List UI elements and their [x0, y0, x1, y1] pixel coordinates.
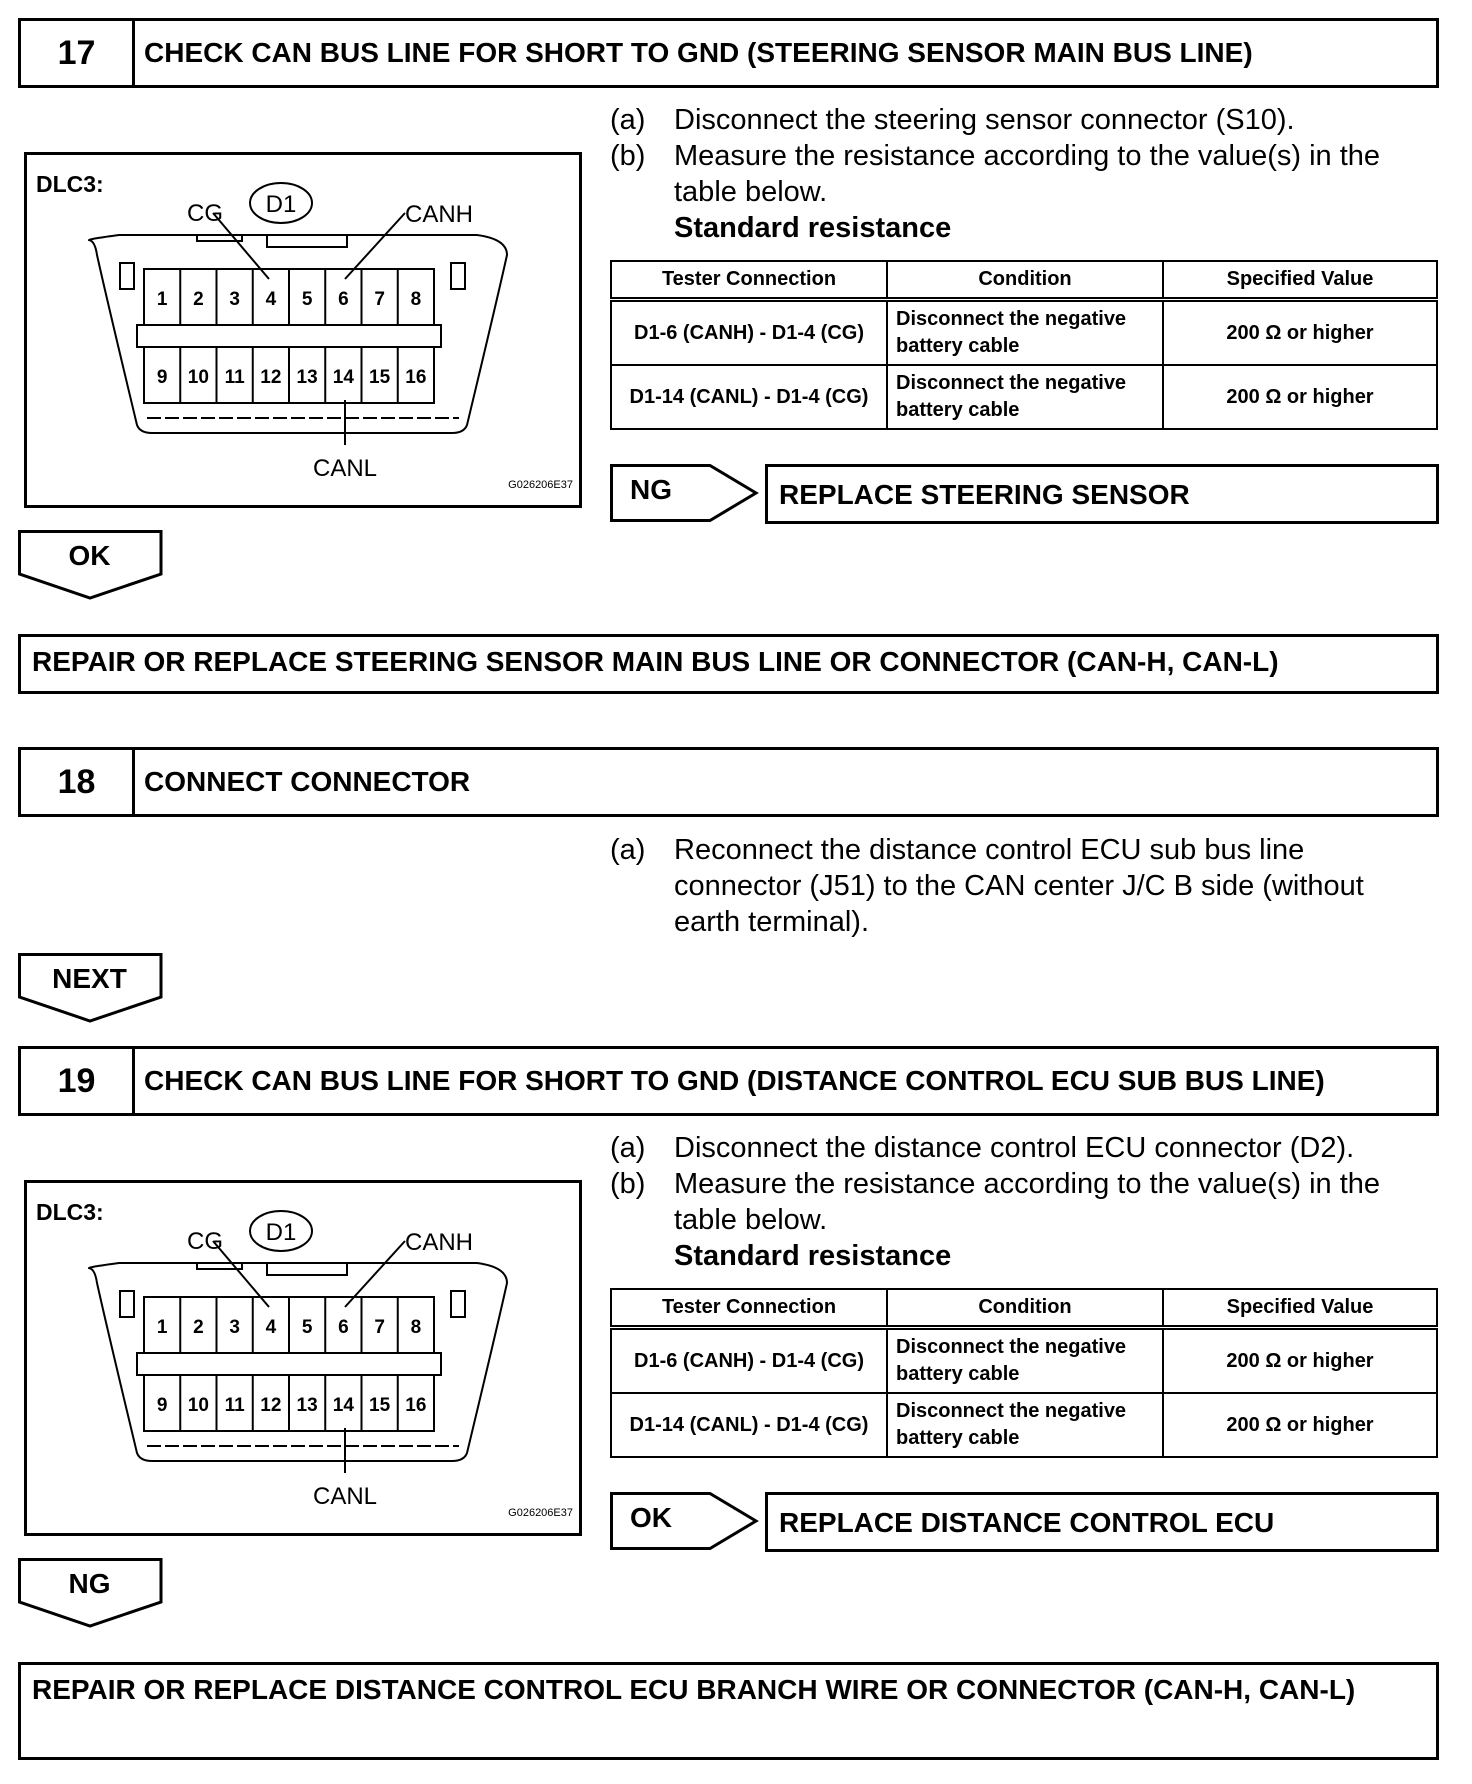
pin-number: 9 — [156, 1395, 168, 1416]
instruction-label: (b) — [610, 140, 646, 172]
pin-number: 11 — [224, 367, 245, 388]
pin-number: 1 — [156, 289, 168, 310]
step-19-header — [18, 1046, 1439, 1116]
pin-number: 6 — [338, 289, 349, 310]
next-label: NEXT — [52, 963, 127, 994]
figure-code: G026206E37 — [508, 1507, 573, 1519]
standard-resistance-label: Standard resistance — [674, 212, 952, 244]
step-19-spec-table — [610, 1288, 1438, 1458]
pin-number: 5 — [301, 1317, 313, 1338]
condition-cell: Disconnect the negative battery cable — [887, 1393, 1163, 1457]
column-header: Tester Connection — [611, 1289, 887, 1328]
tester-connection-cell: D1-6 (CANH) - D1-4 (CG) — [611, 1328, 887, 1394]
step-18-instructions — [610, 832, 1430, 940]
dlc3-connector-diagram — [27, 1183, 579, 1533]
figure-code: G026206E37 — [508, 479, 573, 491]
pin-number: 7 — [374, 1317, 385, 1338]
branch-label: NG — [630, 474, 672, 505]
table-row — [611, 1393, 1437, 1457]
connector-d1-label: D1 — [265, 191, 297, 218]
condition-cell: Disconnect the negative battery cable — [887, 300, 1163, 366]
pin-number: 13 — [296, 1395, 318, 1416]
pin-number: 11 — [224, 1395, 245, 1416]
pin-number: 15 — [369, 367, 391, 388]
step-title: CHECK CAN BUS LINE FOR SHORT TO GND (STEERING SENSOR MAIN BUS LINE) — [144, 37, 1253, 68]
table-row — [611, 365, 1437, 429]
pin-number: 3 — [229, 1317, 240, 1338]
step-19-final-action: REPAIR OR REPLACE DISTANCE CONTROL ECU BRANCH WIRE OR CONNECTOR (CAN-H, CAN-L) — [18, 1662, 1439, 1760]
ok-branch-arrow — [610, 1492, 760, 1550]
pin-number: 4 — [265, 289, 277, 310]
instruction-text: Measure the resistance according to the value(s) in the table below. — [674, 140, 1381, 208]
dlc3-figure — [24, 152, 582, 508]
column-header: Condition — [887, 1289, 1163, 1328]
pin-number: 10 — [187, 1395, 209, 1416]
step-title: CONNECT CONNECTOR — [144, 766, 471, 797]
tester-connection-cell: D1-14 (CANL) - D1-4 (CG) — [611, 365, 887, 429]
canl-label: CANL — [312, 455, 378, 482]
pin-number: 1 — [156, 1317, 168, 1338]
instruction-label: (a) — [610, 104, 646, 136]
instruction-b — [610, 1166, 1430, 1238]
replace-steering-sensor-box: REPLACE STEERING SENSOR — [765, 464, 1439, 524]
step-17-instructions — [610, 102, 1430, 246]
standard-resistance-label: Standard resistance — [674, 1240, 952, 1272]
pin-number: 6 — [338, 1317, 349, 1338]
dlc3-label: DLC3: — [36, 1199, 104, 1225]
step-title: CHECK CAN BUS LINE FOR SHORT TO GND (DISTANCE CONTROL ECU SUB BUS LINE) — [144, 1065, 1325, 1096]
pin-number: 7 — [374, 289, 385, 310]
instruction-a — [610, 102, 1430, 138]
instruction-text: Measure the resistance according to the value(s) in the table below. — [674, 1168, 1381, 1236]
column-header: Specified Value — [1163, 261, 1437, 300]
step-17-header — [18, 18, 1439, 88]
pin-number: 9 — [156, 367, 168, 388]
specified-value-cell: 200 Ω or higher — [1163, 1328, 1437, 1394]
condition-cell: Disconnect the negative battery cable — [887, 1328, 1163, 1394]
instruction-label: (a) — [610, 834, 646, 866]
column-header: Specified Value — [1163, 1289, 1437, 1328]
step-17-final-action: REPAIR OR REPLACE STEERING SENSOR MAIN BUS LINE OR CONNECTOR (CAN-H, CAN-L) — [18, 634, 1439, 694]
cg-label: CG — [187, 200, 223, 227]
instruction-a — [610, 1130, 1430, 1166]
pin-number: 13 — [296, 367, 318, 388]
step-18-header — [18, 747, 1439, 817]
ng-next-arrow — [18, 1558, 163, 1628]
pin-number: 12 — [260, 1395, 282, 1416]
table-row — [611, 300, 1437, 366]
pin-number: 15 — [369, 1395, 391, 1416]
ng-branch-arrow — [610, 464, 760, 522]
pin-number: 2 — [193, 289, 204, 310]
pin-number: 16 — [405, 367, 427, 388]
table-row — [611, 1328, 1437, 1394]
tester-connection-cell: D1-6 (CANH) - D1-4 (CG) — [611, 300, 887, 366]
specified-value-cell: 200 Ω or higher — [1163, 365, 1437, 429]
dlc3-figure — [24, 1180, 582, 1536]
pin-number: 10 — [187, 367, 209, 388]
branch-label: OK — [630, 1502, 672, 1533]
pin-number: 8 — [410, 1317, 422, 1338]
pin-number: 4 — [265, 1317, 277, 1338]
specified-value-cell: 200 Ω or higher — [1163, 300, 1437, 366]
specified-value-cell: 200 Ω or higher — [1163, 1393, 1437, 1457]
instruction-text: Disconnect the distance control ECU connector (D2). — [674, 1132, 1355, 1164]
step-17-spec-table — [610, 260, 1438, 430]
pin-number: 12 — [260, 367, 282, 388]
pin-number: 3 — [229, 289, 240, 310]
pin-number: 5 — [301, 289, 313, 310]
step-number: 17 — [21, 21, 135, 85]
tester-connection-cell: D1-14 (CANL) - D1-4 (CG) — [611, 1393, 887, 1457]
instruction-a — [610, 832, 1430, 940]
instruction-text: Disconnect the steering sensor connector (S10). — [674, 104, 1295, 136]
table-header-row — [611, 261, 1437, 300]
ok-next-arrow — [18, 530, 163, 600]
next-label: NG — [68, 1568, 111, 1599]
instruction-text: Reconnect the distance control ECU sub bus line connector (J51) to the CAN center J/C B side (without earth terminal). — [674, 834, 1364, 938]
connector-d1-label: D1 — [265, 1219, 297, 1246]
cg-label: CG — [187, 1228, 223, 1255]
canh-label: CANH — [405, 201, 474, 228]
pin-number: 14 — [332, 1395, 354, 1416]
dlc3-connector-diagram — [27, 155, 579, 505]
table-header-row — [611, 1289, 1437, 1328]
pin-number: 16 — [405, 1395, 427, 1416]
pin-number: 2 — [193, 1317, 204, 1338]
canl-label: CANL — [312, 1483, 378, 1510]
next-arrow — [18, 953, 163, 1023]
step-number: 18 — [21, 750, 135, 814]
replace-distance-control-ecu-box: REPLACE DISTANCE CONTROL ECU — [765, 1492, 1439, 1552]
instruction-b — [610, 138, 1430, 210]
next-label: OK — [68, 540, 111, 571]
instruction-label: (a) — [610, 1132, 646, 1164]
step-number: 19 — [21, 1049, 135, 1113]
instruction-label: (b) — [610, 1168, 646, 1200]
pin-number: 8 — [410, 289, 422, 310]
condition-cell: Disconnect the negative battery cable — [887, 365, 1163, 429]
column-header: Tester Connection — [611, 261, 887, 300]
step-19-instructions — [610, 1130, 1430, 1274]
pin-number: 14 — [332, 367, 354, 388]
canh-label: CANH — [405, 1229, 474, 1256]
dlc3-label: DLC3: — [36, 171, 104, 197]
column-header: Condition — [887, 261, 1163, 300]
